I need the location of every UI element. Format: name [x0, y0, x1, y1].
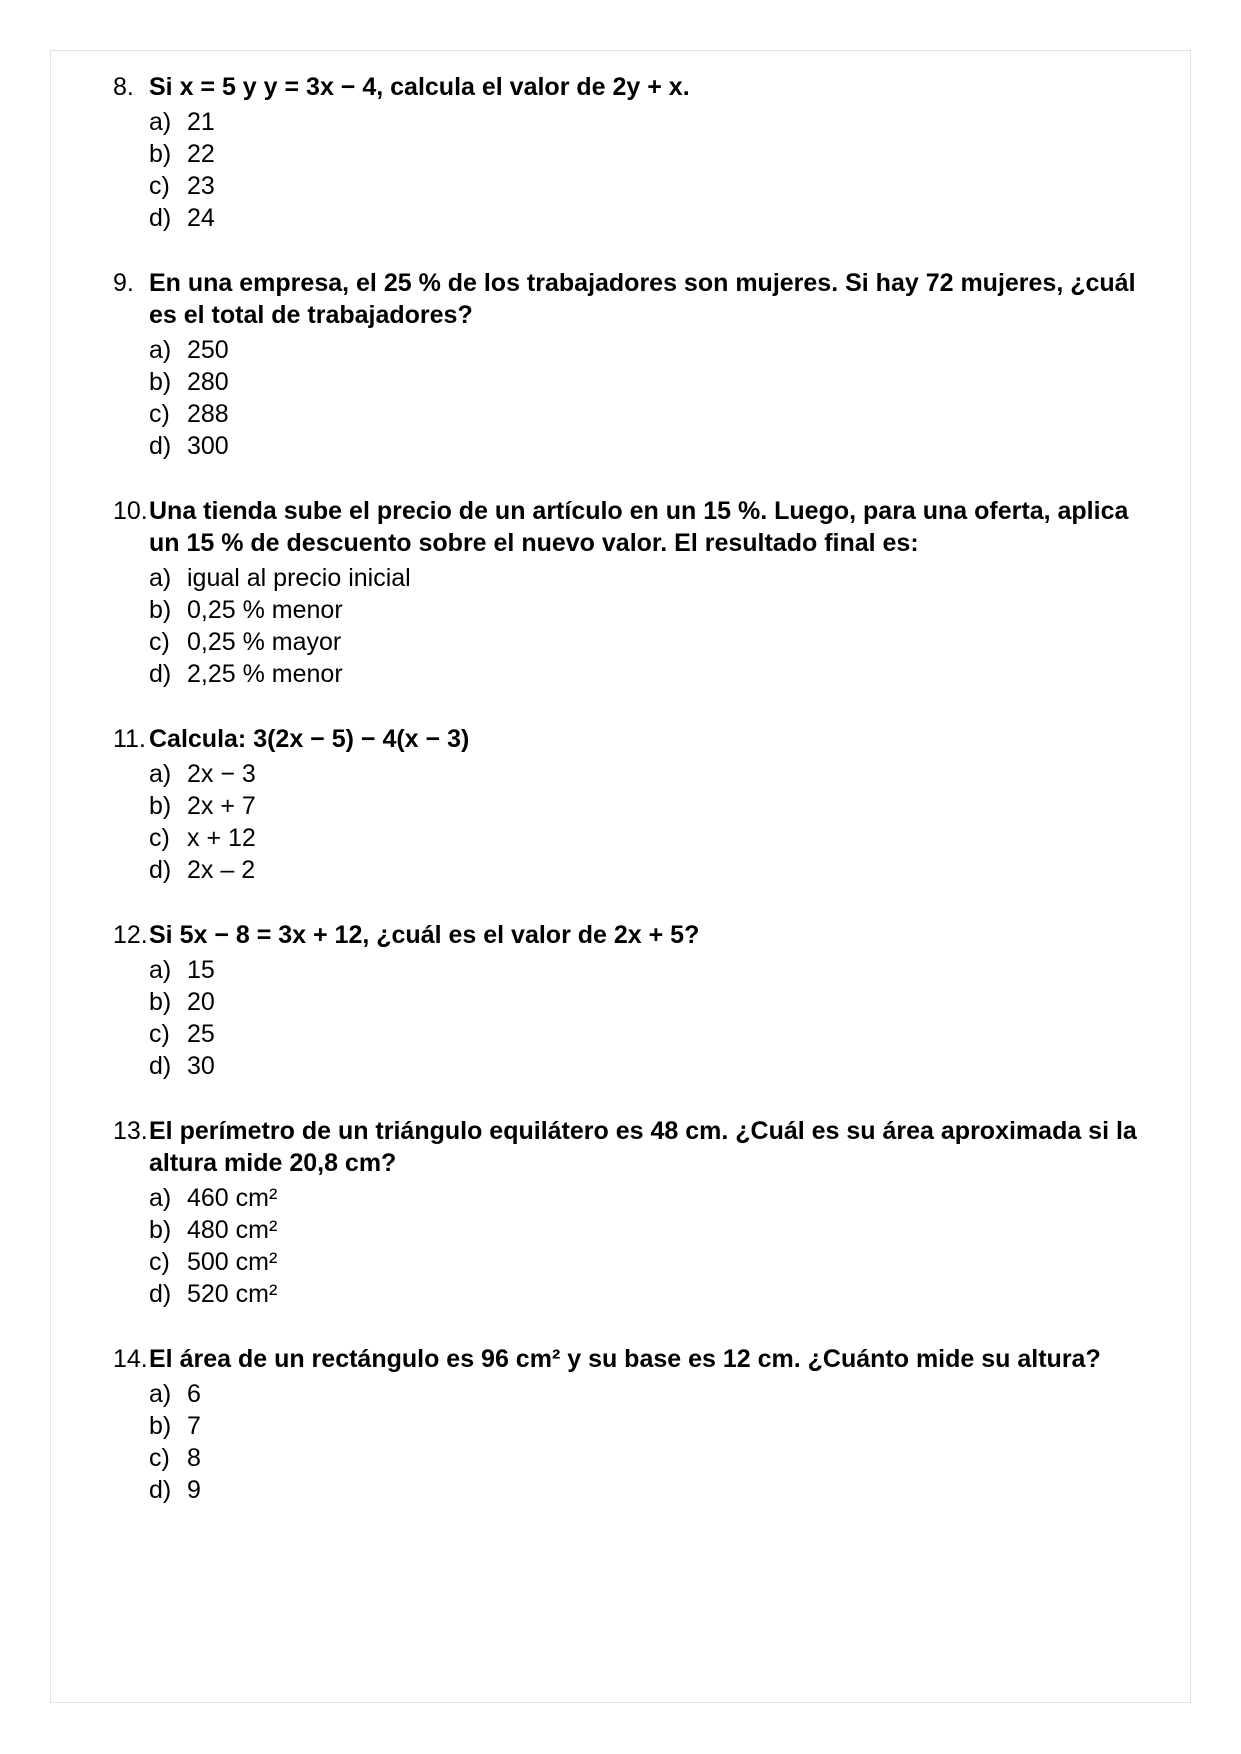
question-number: 13. — [113, 1117, 148, 1145]
option-label: a) — [149, 956, 172, 984]
question-text: Si x = 5 y y = 3x − 4, calcula el valor de 2y + x. — [149, 73, 690, 101]
option-row — [51, 954, 1164, 986]
option-row — [51, 1246, 1164, 1278]
option-text: 480 cm² — [187, 1216, 278, 1244]
question-line — [51, 919, 1164, 951]
option-row — [51, 1474, 1164, 1506]
question-number: 11. — [113, 725, 146, 753]
option-text: 0,25 % mayor — [187, 628, 342, 656]
option-text: 520 cm² — [187, 1280, 278, 1308]
option-row — [51, 1182, 1164, 1214]
option-text: 250 — [187, 336, 229, 364]
option-row — [51, 1410, 1164, 1442]
option-label: a) — [149, 1184, 172, 1212]
option-text: 0,25 % menor — [187, 596, 343, 624]
question-text: Calcula: 3(2x − 5) − 4(x − 3) — [149, 725, 470, 753]
question-item — [51, 71, 1164, 234]
option-label: b) — [149, 1412, 172, 1440]
option-row — [51, 822, 1164, 854]
question-text: En una empresa, el 25 % de los trabajadores son mujeres. Si hay 72 mujeres, ¿cuál es el total de trabajadores? — [149, 269, 1136, 329]
option-text: igual al precio inicial — [187, 564, 411, 592]
option-label: b) — [149, 1216, 172, 1244]
option-label: c) — [149, 400, 170, 428]
question-number: 14. — [113, 1345, 148, 1373]
option-label: c) — [149, 824, 170, 852]
quiz-content — [51, 51, 1190, 1506]
question-number: 10. — [113, 497, 148, 525]
option-row — [51, 790, 1164, 822]
option-label: b) — [149, 792, 172, 820]
option-label: d) — [149, 660, 172, 688]
option-row — [51, 758, 1164, 790]
option-label: a) — [149, 760, 172, 788]
option-text: 280 — [187, 368, 229, 396]
option-row — [51, 1278, 1164, 1310]
option-row — [51, 854, 1164, 886]
question-item — [51, 267, 1164, 462]
option-text: 6 — [187, 1380, 201, 1408]
question-line — [51, 1115, 1164, 1179]
question-number: 12. — [113, 921, 148, 949]
question-number: 8. — [113, 73, 134, 101]
option-row — [51, 334, 1164, 366]
question-line — [51, 723, 1164, 755]
option-label: c) — [149, 172, 170, 200]
option-label: d) — [149, 1052, 172, 1080]
option-text: 2x – 2 — [187, 856, 256, 884]
document-page — [50, 50, 1191, 1703]
option-row — [51, 1442, 1164, 1474]
option-row — [51, 430, 1164, 462]
option-label: b) — [149, 988, 172, 1016]
option-label: b) — [149, 596, 172, 624]
option-text: 7 — [187, 1412, 201, 1440]
option-row — [51, 626, 1164, 658]
option-row — [51, 1050, 1164, 1082]
question-text: El área de un rectángulo es 96 cm² y su base es 12 cm. ¿Cuánto mide su altura? — [149, 1345, 1101, 1373]
option-text: 23 — [187, 172, 215, 200]
option-row — [51, 398, 1164, 430]
option-row — [51, 138, 1164, 170]
question-text: Si 5x − 8 = 3x + 12, ¿cuál es el valor de 2x + 5? — [149, 921, 700, 949]
option-text: 24 — [187, 204, 215, 232]
option-text: 21 — [187, 108, 215, 136]
option-label: d) — [149, 1280, 172, 1308]
option-label: d) — [149, 856, 172, 884]
option-row — [51, 986, 1164, 1018]
question-line — [51, 1343, 1164, 1375]
option-row — [51, 1214, 1164, 1246]
option-label: c) — [149, 1020, 170, 1048]
option-text: 500 cm² — [187, 1248, 278, 1276]
option-label: a) — [149, 564, 172, 592]
question-item — [51, 919, 1164, 1082]
question-item — [51, 495, 1164, 690]
option-label: d) — [149, 204, 172, 232]
option-text: 30 — [187, 1052, 215, 1080]
option-text: 20 — [187, 988, 215, 1016]
option-text: 15 — [187, 956, 215, 984]
question-text: El perímetro de un triángulo equilátero es 48 cm. ¿Cuál es su área aproximada si la altura mide 20,8 cm? — [149, 1117, 1137, 1177]
option-row — [51, 202, 1164, 234]
question-line — [51, 495, 1164, 559]
question-item — [51, 1115, 1164, 1310]
question-text: Una tienda sube el precio de un artículo en un 15 %. Luego, para una oferta, aplica un 15 % de descuento sobre el nuevo valor. El resultado final es: — [149, 497, 1129, 557]
option-text: 25 — [187, 1020, 215, 1048]
option-row — [51, 658, 1164, 690]
option-label: d) — [149, 432, 172, 460]
option-text: 288 — [187, 400, 229, 428]
option-label: a) — [149, 108, 172, 136]
option-text: 9 — [187, 1476, 201, 1504]
option-label: d) — [149, 1476, 172, 1504]
option-text: 300 — [187, 432, 229, 460]
option-row — [51, 106, 1164, 138]
option-row — [51, 170, 1164, 202]
option-label: c) — [149, 1248, 170, 1276]
option-text: 2x − 3 — [187, 760, 256, 788]
option-text: 22 — [187, 140, 215, 168]
question-line — [51, 267, 1164, 331]
option-text: 2x + 7 — [187, 792, 256, 820]
option-label: b) — [149, 140, 172, 168]
option-text: 460 cm² — [187, 1184, 278, 1212]
question-number: 9. — [113, 269, 134, 297]
option-row — [51, 1018, 1164, 1050]
option-text: 2,25 % menor — [187, 660, 343, 688]
question-item — [51, 723, 1164, 886]
option-label: c) — [149, 1444, 170, 1472]
option-row — [51, 1378, 1164, 1410]
option-text: 8 — [187, 1444, 201, 1472]
option-label: c) — [149, 628, 170, 656]
option-row — [51, 366, 1164, 398]
option-row — [51, 594, 1164, 626]
option-label: b) — [149, 368, 172, 396]
option-label: a) — [149, 1380, 172, 1408]
question-item — [51, 1343, 1164, 1506]
option-label: a) — [149, 336, 172, 364]
option-text: x + 12 — [187, 824, 256, 852]
question-line — [51, 71, 1164, 103]
option-row — [51, 562, 1164, 594]
